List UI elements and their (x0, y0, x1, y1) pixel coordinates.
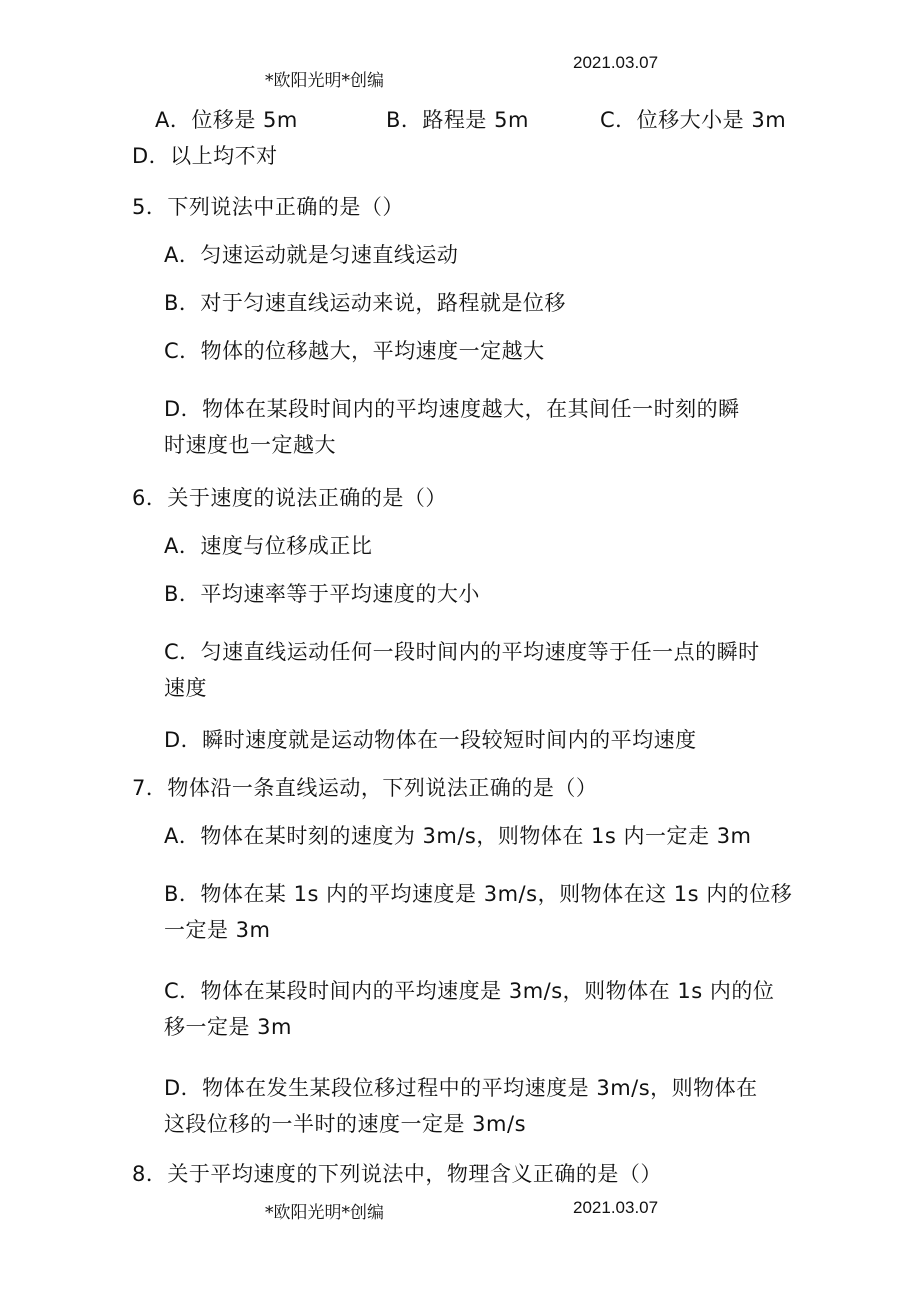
q7-option-d-line2: 这段位移的一半时的速度一定是 3m/s (164, 1112, 527, 1136)
q6-option-a: A．速度与位移成正比 (164, 534, 373, 558)
footer-date: 2021.03.07 (573, 1198, 659, 1217)
q7-option-a: A．物体在某时刻的速度为 3m/s，则物体在 1s 内一定走 3m (164, 824, 752, 848)
q6-option-c-line1: C．匀速直线运动任何一段时间内的平均速度等于任一点的瞬时 (164, 640, 760, 664)
q8-stem: 8．关于平均速度的下列说法中，物理含义正确的是（） (132, 1162, 662, 1186)
footer-author: *欧阳光明*创编 (265, 1203, 384, 1223)
q7-option-c-line2: 移一定是 3m (164, 1015, 292, 1039)
q5-option-d-line1: D．物体在某段时间内的平均速度越大，在其间任一时刻的瞬 (164, 397, 740, 421)
q4-option-c: C．位移大小是 3m (600, 108, 787, 132)
q6-option-d: D．瞬时速度就是运动物体在一段较短时间内的平均速度 (164, 728, 697, 752)
q6-stem: 6．关于速度的说法正确的是（） (132, 486, 447, 510)
q5-option-c: C．物体的位移越大，平均速度一定越大 (164, 339, 545, 363)
q4-option-b: B．路程是 5m (386, 108, 529, 132)
header-author: *欧阳光明*创编 (265, 71, 384, 91)
q5-stem: 5．下列说法中正确的是（） (132, 195, 404, 219)
q7-option-c-line1: C．物体在某段时间内的平均速度是 3m/s，则物体在 1s 内的位 (164, 979, 775, 1003)
q6-option-c-line2: 速度 (164, 676, 207, 700)
q7-option-b-line1: B．物体在某 1s 内的平均速度是 3m/s，则物体在这 1s 内的位移 (164, 882, 793, 906)
q5-option-a: A．匀速运动就是匀速直线运动 (164, 243, 459, 267)
q4-option-a: A．位移是 5m (155, 108, 298, 132)
q7-stem: 7．物体沿一条直线运动，下列说法正确的是（） (132, 776, 598, 800)
q4-option-d: D．以上均不对 (132, 144, 278, 168)
q6-option-b: B．平均速率等于平均速度的大小 (164, 582, 480, 606)
q7-option-b-line2: 一定是 3m (164, 918, 271, 942)
q5-option-b: B．对于匀速直线运动来说，路程就是位移 (164, 291, 566, 315)
q7-option-d-line1: D．物体在发生某段位移过程中的平均速度是 3m/s，则物体在 (164, 1076, 758, 1100)
q5-option-d-line2: 时速度也一定越大 (164, 433, 336, 457)
header-date: 2021.03.07 (573, 53, 659, 72)
